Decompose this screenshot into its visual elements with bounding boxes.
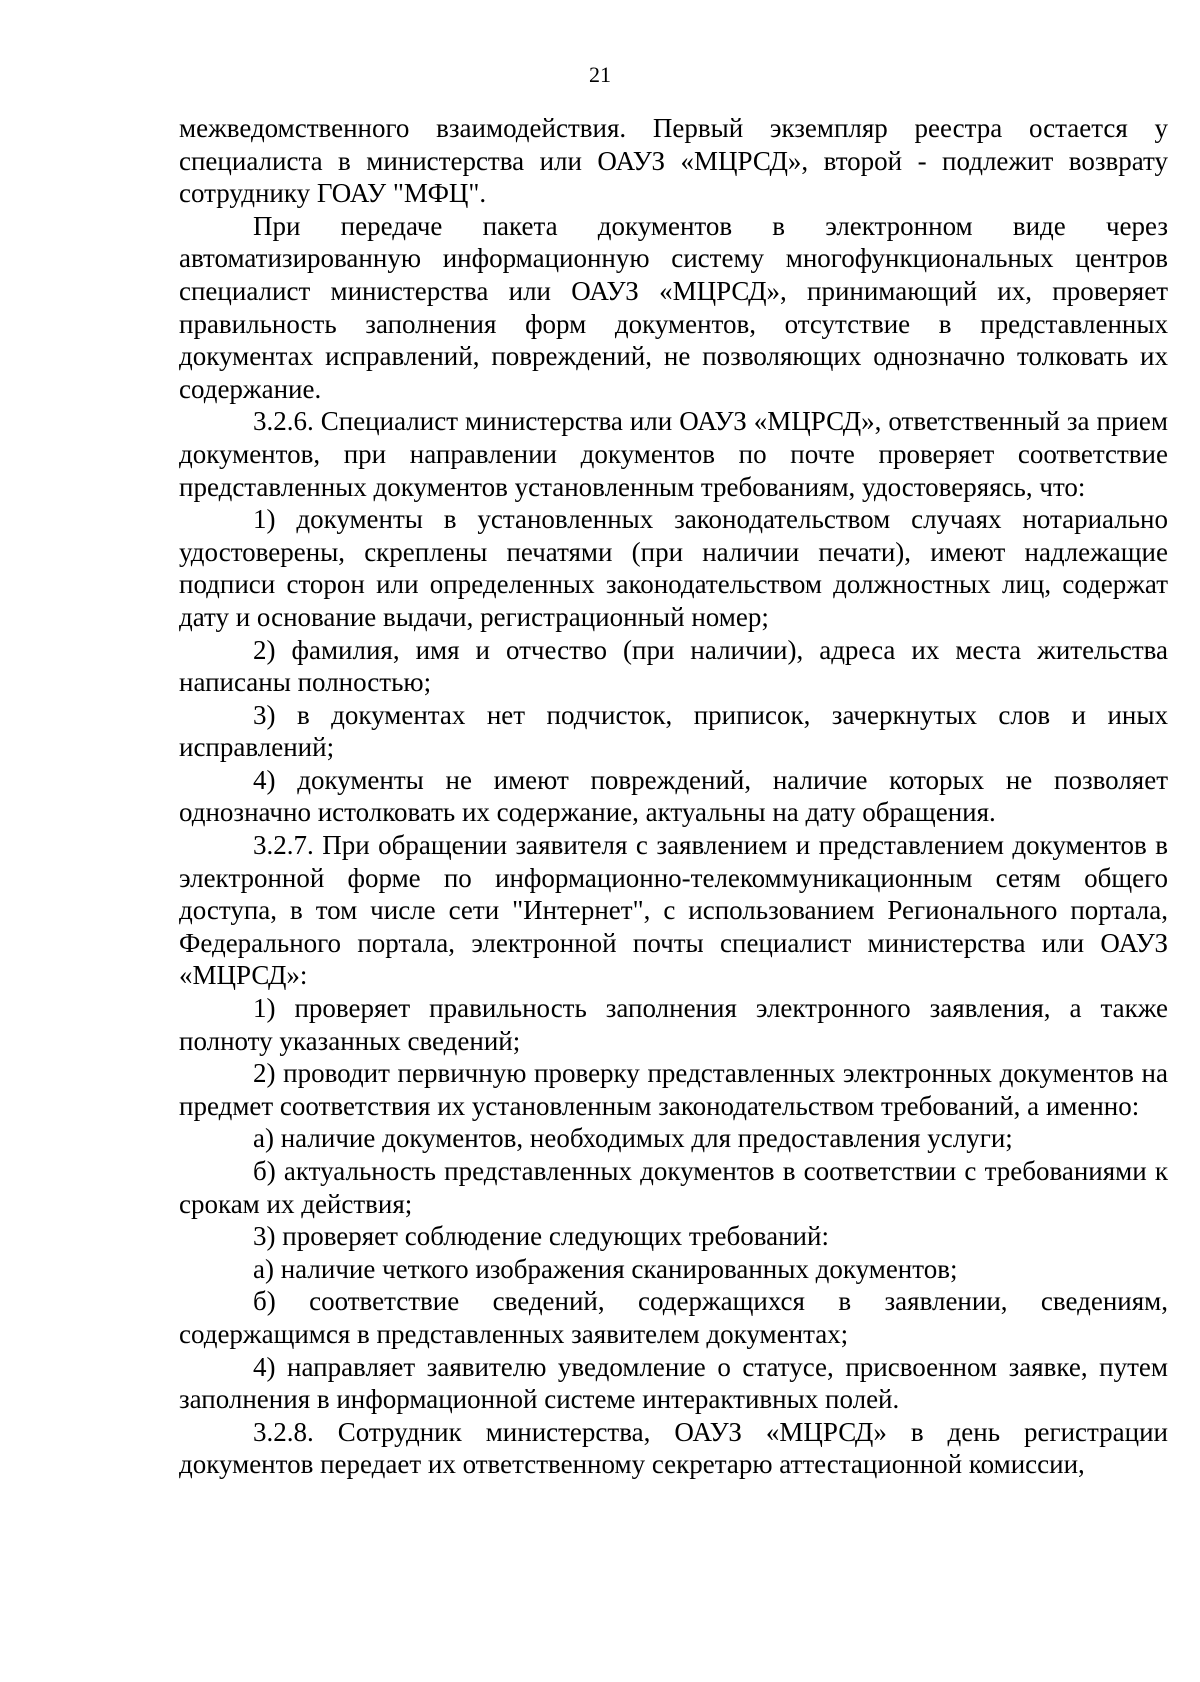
paragraph-3-2-7: 3.2.7. При обращении заявителя с заявлением и представлением документов в электронной форме по информационно-телекоммуникационным сетям общего доступа, в том числе сети "Интернет", с использованием Регионального портала, Федерального портала, электронной почты специалист министерства или ОАУЗ «МЦРСД»: [179,830,1168,991]
paragraph-continuation: межведомственного взаимодействия. Первый экземпляр реестра остается у специалиста в министерства или ОАУЗ «МЦРСД», второй - подлежит возврату сотруднику ГОАУ "МФЦ". [179,113,1168,209]
list-item-3-2-6-1: 1) документы в установленных законодательством случаях нотариально удостоверены, скреплены печатями (при наличии печати), имеют надлежащие подписи сторон или определенных законодательством должностных лиц, содержат дату и основание выдачи, регистрационный номер; [179,504,1168,632]
paragraph-3-2-8: 3.2.8. Сотрудник министерства, ОАУЗ «МЦРСД» в день регистрации документов передает их ответственному секретарю аттестационной комиссии, [179,1416,1168,1480]
list-item-3-2-6-2: 2) фамилия, имя и отчество (при наличии), адреса их места жительства написаны полностью; [179,634,1168,698]
list-item-3-2-7-2-b: б) актуальность представленных документов в соответствии с требованиями к срокам их действия; [179,1156,1168,1219]
page-number: 21 [589,62,611,87]
list-item-3-2-6-3: 3) в документах нет подчисток, приписок, зачеркнутых слов и иных исправлений; [179,699,1168,763]
list-item-3-2-6-4: 4) документы не имеют повреждений, наличие которых не позволяет однозначно истолковать их содержание, актуальны на дату обращения. [179,764,1168,828]
document-body [179,112,1168,1481]
paragraph-3-2-6: 3.2.6. Специалист министерства или ОАУЗ «МЦРСД», ответственный за прием документов, при направлении документов по почте проверяет соответствие представленных документов установленным требованиям, удостоверяясь, что: [179,406,1168,502]
list-item-3-2-7-2-a: а) наличие документов, необходимых для предоставления услуги; [253,1123,1013,1154]
list-item-3-2-7-3-b: б) соответствие сведений, содержащихся в заявлении, сведениям, содержащимся в представленных заявителем документах; [179,1286,1168,1349]
list-item-3-2-7-3-a: а) наличие четкого изображения сканированных документов; [253,1253,958,1284]
list-item-3-2-7-2: 2) проводит первичную проверку представленных электронных документов на предмет соответствия их установленным законодательством требований, а именно: [179,1058,1168,1121]
paragraph-electronic-transfer: При передаче пакета документов в электронном виде через автоматизированную информационную систему многофункциональных центров специалист министерства или ОАУЗ «МЦРСД», принимающий их, проверяет правильность заполнения форм документов, отсутствие в представленных документах исправлений, повреждений, не позволяющих однозначно толковать их содержание. [179,210,1168,404]
list-item-3-2-7-4: 4) направляет заявителю уведомление о статусе, присвоенном заявке, путем заполнения в информационной системе интерактивных полей. [179,1351,1168,1415]
list-item-3-2-7-1: 1) проверяет правильность заполнения электронного заявления, а также полноту указанных сведений; [179,993,1168,1056]
list-item-3-2-7-3: 3) проверяет соблюдение следующих требований: [253,1221,829,1252]
